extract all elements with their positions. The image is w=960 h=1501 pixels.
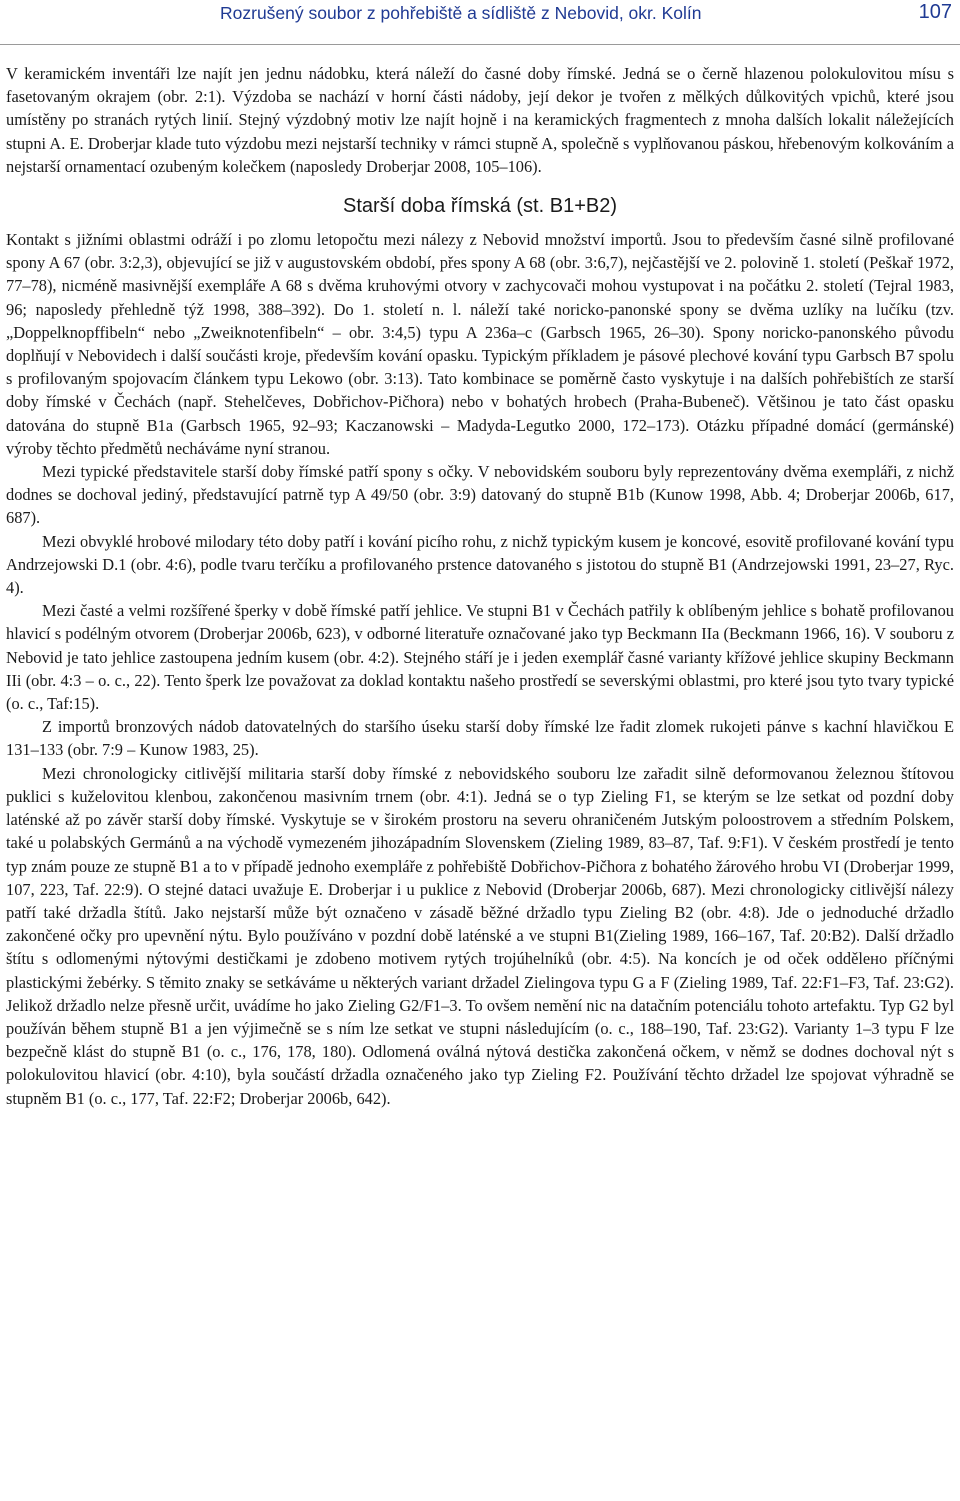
paragraph-imports: Kontakt s jižními oblastmi odráží i po zlomu letopočtu mezi nálezy z Nebovid množství importů. Jsou to především časné silně profilované spony A 67 (obr. 3:2,3), objevující se již v augustovském období, přes spony A 68 (obr. 3:6,7), nejčastější ve 2. polovině 1. století (Peškař 1972, 77–78), nicméně masivnější exempláře A 68 s dvěma kruhovými otvory v zachycovači mohou vystupovat i na počátku 2. století (Tejral 1983, 96; naposledy přehledně týž 1998, 388–392). Do 1. století n. l. náleží také noricko-panonské spony se dvěma uzlíky na lučíku (tzv. „Doppelknopffibeln“ nebo „Zweiknotenfibeln“ – obr. 3:4,5) typu A 236a–c (Garbsch 1965, 26–30). Spony noricko-panonského původu doplňují v Nebovidech i další součásti kroje, především kování opasku. Typickým příkladem je pásové plechové kování typu Garbsch B7 spolu s profilovaným spojovacím článkem typu Lekowo (obr. 3:13). Tato kombinace se poměrně často vyskytuje i na dalších pohřebištích ze starší doby římské v Čechách (např. Stehelčeves, Dobřichov-Pičhora) nebo v bohatých hrobech (Praha-Bubeneč). Většinou je tato část opasku datována do stupně B1a (Garbsch 1965, 92–93; Kaczanowski – Madyda-Legutko 2000, 172–173). Otázku případné domácí (germánské) výroby těchto předmětů necháváme nyní stranou. <box>6 230 954 458</box>
article-body <box>6 62 954 1110</box>
page-number: 107 <box>918 1 952 23</box>
section-heading: Starší doba římská (st. B1+B2) <box>343 195 617 218</box>
paragraph-eye-fibulae: Mezi typické představitele starší doby římské patří spony s očky. V nebovidském souboru byly reprezentovány dvěma exempláři, z nichž dodnes se dochoval jediný, představující patrně typ A 49/50 (obr. 3:9) datovaný do stupně B1b (Kunow 1998, Abb. 4; Droberjar 2006b, 617, 687). <box>6 462 954 528</box>
paragraph-bronze-vessels: Z importů bronzových nádob datovatelných do staršího úseku starší doby římské lze řadit zlomek rukojeti pánve s kachní hlavičkou E 131–133 (obr. 7:9 – Kunow 1983, 25). <box>6 717 954 760</box>
paragraph-pins: Mezi časté a velmi rozšířené šperky v době římské patří jehlice. Ve stupni B1 v Čechách patřily k oblíbeným jehlice s bohatě profilovanou hlavicí s podélným otvorem (Droberjar 2006b, 623), v odborné literatuře označované jako typ Beckmann IIa (Beckmann 1966, 16). V souboru z Nebovid je tato jehlice zastoupena jedním kusem (obr. 4:2). Stejného stáří je i jeden exemplář časné varianty křížové jehlice skupiny Beckmann IIi (obr. 4:3 – o. c., 22). Tento šperk lze považovat za doklad kontaktu našeho prostředí se severskými oblastmi, pro které jsou tyto tvary typické (o. c., Taf:15). <box>6 601 954 714</box>
paragraph-ceramics: V keramickém inventáři lze najít jen jednu nádobku, která náleží do časné doby římské. Jedná se o černě hlazenou polokulovitou mísu s fasetovaným okrajem (obr. 2:1). Výzdoba se nachází v horní části nádoby, její dekor je tvořen z mělkých důlkovitých vpichů, které jsou umístěny po stranách rytých linií. Stejný výzdobný motiv lze najít hojně i na keramických fragmentech z mnoha dalších lokalit náležejících stupni A. E. Droberjar klade tuto výzdobu mezi nejstarší techniky v rámci stupně A, společně s vyplňovanou páskou, hřebenovým kolkováním a nejstarší ornamentací ozubeným kolečkem (naposledy Droberjar 2008, 105–106). <box>6 64 954 176</box>
paragraph-militaria: Mezi chronologicky citlivější militaria starší doby římské z nebovidského souboru lze zařadit silně deformovanou železnou štítovou puklici s kuželovitou klenbou, zakončenou masivním trnem (obr. 4:1). Jedná se o typ Zieling F1, se kterým se lze setkat od pozdní doby laténské až po závěr starší doby římské. Vyskytuje se v širokém prostoru na severu ohraničeném Jutským poloostrovem a středním Polskem, také u polabských Germánů a na východě vymezeném jihozápadním Slovenskem (Zieling 1989, 83–87, Taf. 9:F1). V českém prostředí je tento typ znám pouze ze stupně B1 a to v případě jednoho exempláře z pohřebiště Dobřichov-Pičhora z bohatého žárového hrobu VI (Droberjar 1999, 107, 223, Taf. 22:9). O stejné dataci uvažuje E. Droberjar i u puklice z Nebovid (Droberjar 2006b, 687). Mezi chronologicky citlivější nálezy patří také držadla štítů. Jako nejstarší může být označeno v zásadě běžné držadlo typu Zieling B2 (obr. 4:8). Jde o jednoduché držadlo zakončené očky pro upevnění nýtu. Bylo používáno v pozdní době laténské a ve stupni B1(Zieling 1989, 166–167, Taf. 20:B2). Další držadlo štítu s odlomenými nýtovými destičkami je zdobeno motivem rytých trojúhelníků (obr. 4:5). Na koncích je od oček oddělено příčnými plastickými žebérky. S těmito znaky se setkáváme u některých variant držadel Zielingova typu G a F (Zieling 1989, Taf. 22:F1–F3, Taf. 23:G2). Jelikož držadlo nelze přesně určit, uvádíme ho jako Zieling G2/F1–3. To ovšem nemění nic na datačním potenciálu tohoto artefaktu. Typ G2 byl používán během stupně B1 a jen výjimečně se s ním lze setkat ve stupni následujícím (o. c., 188–190, Taf. 23:G2). Varianty 1–3 typu F lze bezpečně klást do stupně B1 (o. c., 176, 178, 180). Odlomená oválná nýtová destička zakončená očkem, v němž se dodnes dochoval nýt s polokulovitou hlavicí (obr. 4:10), byla součástí držadla označeného jako typ Zieling F2. Používání těchto držadel lze spojovat výhradně se stupněm B1 (o. c., 177, Taf. 22:F2; Droberjar 2006b, 642). <box>6 763 954 1108</box>
running-header-title: Rozrušený soubor z pohřebiště a sídliště z Nebovid, okr. Kolín <box>220 3 702 23</box>
running-header <box>0 0 960 45</box>
paragraph-drinking-horn: Mezi obvyklé hrobové milodary této doby patří i kování picího rohu, z nichž typickým kusem je koncové, esovitě profilované kování typu Andrzejowski D.1 (obr. 4:6), podle tvaru terčíku a profilovaného prstence datovaného s jistotou do stupně B1 (Andrzejowski 1991, 23–27, Ryc. 4). <box>6 531 954 598</box>
